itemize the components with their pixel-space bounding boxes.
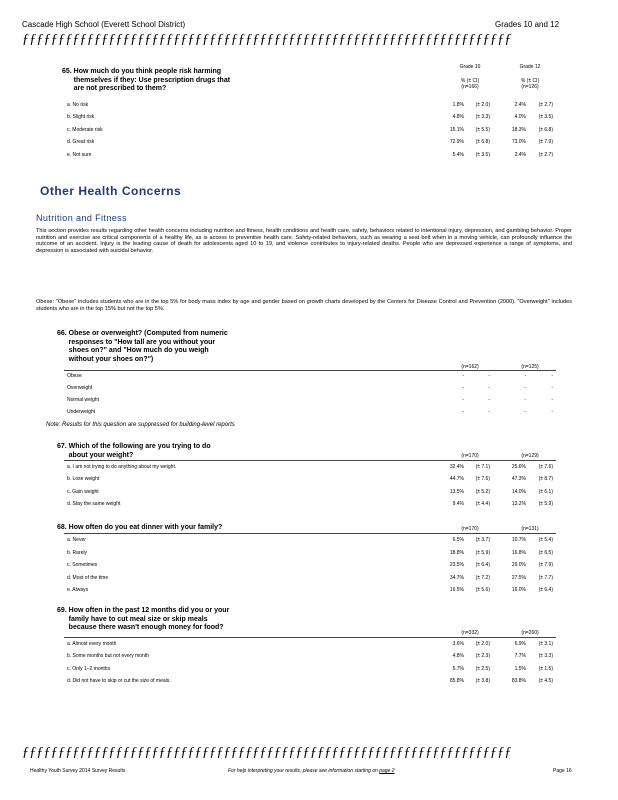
- q69-rule: [64, 637, 556, 638]
- q69-n1: (n=332): [461, 630, 479, 636]
- confidence-interval: (± 2.0): [475, 641, 490, 647]
- footer-help-text: For help interpreting your results, please see information starting on: [228, 768, 378, 774]
- response-label: b. Some months but not every month: [67, 653, 149, 660]
- confidence-interval: -: [488, 409, 490, 415]
- percent-value: 16.8%: [511, 549, 526, 556]
- percent-value: 4.8%: [452, 114, 464, 121]
- confidence-interval: (± 8.7): [538, 476, 553, 483]
- percent-value: 34.7%: [449, 574, 464, 581]
- q65-col1-header: [452, 64, 488, 90]
- percent-value: 13.5%: [449, 488, 464, 495]
- response-label: c. Gain weight: [67, 488, 99, 495]
- q68-n1: (n=170): [461, 526, 479, 532]
- header-decoration: ƒƒƒƒƒƒƒƒƒƒƒƒƒƒƒƒƒƒƒƒƒƒƒƒƒƒƒƒƒƒƒƒƒƒƒƒƒƒƒƒƒƒƒƒƒƒƒƒƒƒƒƒƒƒƒƒƒƒƒƒƒƒƒƒƒƒƒƒ: [22, 32, 512, 47]
- confidence-interval: (± 7.2): [475, 574, 490, 581]
- percent-value: 5.7%: [452, 665, 464, 672]
- confidence-interval: -: [551, 373, 553, 379]
- confidence-interval: (± 3.5): [538, 114, 553, 121]
- confidence-interval: (± 7.1): [475, 464, 490, 470]
- percent-value: 7.7%: [514, 653, 526, 660]
- col2-grade: Grade 12: [519, 64, 541, 70]
- obese-definition: Obese: "Obese" includes students who are in the top 5% for body mass index by age and gender based on growth charts developed by the Centers for Disease Control and Prevention (2000). "Overweight" includes students who are in the top 15% but not the top 5%.: [36, 299, 572, 312]
- col1-unit: % (± CI): [460, 78, 480, 84]
- percent-value: -: [524, 397, 526, 403]
- header-school: Cascade High School (Everett School District): [22, 20, 186, 29]
- q66-note: Note: Results for this question are suppressed for building-level reports: [46, 422, 235, 428]
- q67-n2: (n=129): [521, 453, 539, 459]
- confidence-interval: (± 1.5): [538, 665, 553, 672]
- section-title: Other Health Concerns: [40, 184, 182, 198]
- confidence-interval: (± 6.5): [538, 549, 553, 556]
- confidence-interval: (± 7.6): [538, 464, 553, 470]
- confidence-interval: (± 7.6): [475, 476, 490, 483]
- confidence-interval: (± 3.1): [538, 641, 553, 647]
- percent-value: 83.8%: [511, 678, 526, 685]
- confidence-interval: -: [488, 373, 490, 379]
- section-subtitle: Nutrition and Fitness: [36, 213, 127, 223]
- percent-value: -: [462, 397, 464, 403]
- confidence-interval: -: [488, 385, 490, 391]
- percent-value: 4.8%: [452, 653, 464, 660]
- col2-n: (n=126): [521, 84, 539, 90]
- q67-n1: (n=170): [461, 453, 479, 459]
- response-label: Normal weight: [67, 397, 99, 403]
- percent-value: 29.0%: [511, 562, 526, 569]
- confidence-interval: (± 5.2): [475, 488, 490, 495]
- percent-value: 27.5%: [511, 574, 526, 581]
- col1-n: (n=166): [461, 84, 479, 90]
- percent-value: -: [524, 385, 526, 391]
- percent-value: 85.8%: [449, 678, 464, 685]
- percent-value: 3.6%: [452, 641, 464, 647]
- confidence-interval: (± 2.7): [538, 102, 553, 108]
- response-label: a. I am not trying to do anything about my weight.: [67, 464, 177, 470]
- confidence-interval: (± 6.1): [538, 488, 553, 495]
- percent-value: -: [524, 409, 526, 415]
- col2-unit: % (± CI): [520, 78, 540, 84]
- confidence-interval: (± 7.9): [538, 562, 553, 569]
- confidence-interval: (± 2.5): [475, 665, 490, 672]
- percent-value: -: [462, 409, 464, 415]
- percent-value: 10.7%: [511, 537, 526, 543]
- confidence-interval: (± 5.9): [538, 501, 553, 508]
- q65-col2-header: [512, 64, 548, 90]
- confidence-interval: (± 5.6): [475, 587, 490, 594]
- section-paragraph: This section provides results regarding other health concerns including nutrition and fitness, health conditions and health care, safety, behaviors related to intentional injury, depression, and gambling behavior. Proper nutrition and exercise are critical components of a healthy life, as is access to preventive health care. Safety-related behaviors, such as wearing a seat belt when in a moving vehicle, can profoundly influence the outcome of an accident. Injury is the leading cause of death for adolescents aged 10 to 19, and violence contributes to injury-related deaths. People who are depressed experience a range of symptoms, and depression is associated with suicidal behavior.: [36, 228, 572, 254]
- q66-n2: (n=125): [521, 364, 539, 370]
- footer-page-link[interactable]: page 2: [379, 768, 395, 774]
- q67-rule: [64, 460, 556, 461]
- percent-value: -: [462, 373, 464, 379]
- response-label: Overweight: [67, 385, 93, 391]
- percent-value: 6.5%: [452, 537, 464, 543]
- q68-n2: (n=131): [521, 526, 539, 532]
- percent-value: 2.4%: [514, 151, 526, 158]
- percent-value: 16.0%: [511, 587, 526, 594]
- confidence-interval: (± 6.4): [475, 562, 490, 569]
- header-grades: Grades 10 and 12: [495, 20, 560, 29]
- q66-n1: (n=162): [461, 364, 479, 370]
- question-65-text: 65. How much do you think people risk harming themselves if they: Use prescription drugs that are not prescribed to them?: [62, 68, 231, 93]
- percent-value: 1.5%: [514, 665, 526, 672]
- confidence-interval: (± 2.0): [475, 102, 490, 108]
- percent-value: 44.7%: [449, 476, 464, 483]
- response-label: d. Did not have to skip or cut the size of meals.: [67, 678, 171, 685]
- percent-value: 4.0%: [514, 114, 526, 121]
- percent-value: 25.6%: [511, 464, 526, 470]
- confidence-interval: -: [551, 385, 553, 391]
- confidence-interval: (± 3.3): [538, 653, 553, 660]
- q68-rule: [64, 533, 556, 534]
- percent-value: -: [462, 385, 464, 391]
- percent-value: 73.0%: [511, 139, 526, 146]
- confidence-interval: -: [551, 409, 553, 415]
- percent-value: 72.9%: [449, 139, 464, 146]
- confidence-interval: -: [551, 397, 553, 403]
- confidence-interval: (± 2.7): [538, 151, 553, 158]
- response-label: d. Great risk: [67, 139, 95, 146]
- confidence-interval: (± 7.7): [538, 574, 553, 581]
- percent-value: 2.4%: [514, 102, 526, 108]
- percent-value: 5.4%: [452, 151, 464, 158]
- percent-value: 6.9%: [514, 641, 526, 647]
- col1-grade: Grade 10: [459, 64, 481, 70]
- confidence-interval: (± 6.8): [475, 139, 490, 146]
- confidence-interval: (± 2.3): [475, 653, 490, 660]
- percent-value: 18.3%: [511, 126, 526, 133]
- q66-rule: [64, 370, 556, 371]
- response-label: e. Not sure: [67, 151, 92, 158]
- question-66-text: 66. Obese or overweight? (Computed from numeric responses to "How tall are you without your shoes on?" and "How much do you weigh without your shoes on?"): [57, 330, 228, 363]
- response-label: a. No risk: [67, 102, 89, 108]
- confidence-interval: (± 5.9): [475, 549, 490, 556]
- response-label: e. Always: [67, 587, 89, 594]
- percent-value: 47.3%: [511, 476, 526, 483]
- response-label: c. Only 1–2 months: [67, 665, 111, 672]
- percent-value: 23.5%: [449, 562, 464, 569]
- response-label: d. Most of the time: [67, 574, 109, 581]
- response-label: c. Moderate risk: [67, 126, 103, 133]
- confidence-interval: (± 4.5): [538, 678, 553, 685]
- percent-value: 14.0%: [511, 488, 526, 495]
- question-68-text: 68. How often do you eat dinner with your family?: [57, 524, 223, 531]
- confidence-interval: (± 3.7): [475, 537, 490, 543]
- confidence-interval: -: [488, 397, 490, 403]
- response-label: Underweight: [67, 409, 96, 415]
- response-label: d. Stay the same weight: [67, 501, 121, 508]
- confidence-interval: (± 6.8): [538, 126, 553, 133]
- q69-n2: (n=260): [521, 630, 539, 636]
- response-label: a. Never: [67, 537, 86, 543]
- footer-page-number: Page 16: [553, 768, 572, 774]
- response-label: a. Almost every month: [67, 641, 117, 647]
- confidence-interval: (± 5.5): [475, 126, 490, 133]
- percent-value: -: [524, 373, 526, 379]
- footer-decoration: ƒƒƒƒƒƒƒƒƒƒƒƒƒƒƒƒƒƒƒƒƒƒƒƒƒƒƒƒƒƒƒƒƒƒƒƒƒƒƒƒƒƒƒƒƒƒƒƒƒƒƒƒƒƒƒƒƒƒƒƒƒƒƒƒƒƒƒƒ: [22, 745, 512, 760]
- percent-value: 18.8%: [449, 549, 464, 556]
- confidence-interval: (± 3.3): [475, 114, 490, 121]
- percent-value: 1.8%: [452, 102, 464, 108]
- percent-value: 13.2%: [511, 501, 526, 508]
- response-label: b. Lose weight: [67, 476, 100, 483]
- percent-value: 15.1%: [449, 126, 464, 133]
- confidence-interval: (± 6.4): [538, 587, 553, 594]
- response-label: Obese: [67, 373, 82, 379]
- response-label: c. Sometimes: [67, 562, 98, 569]
- footer-help: [228, 768, 395, 774]
- confidence-interval: (± 3.8): [475, 678, 490, 685]
- confidence-interval: (± 7.9): [538, 139, 553, 146]
- percent-value: 9.4%: [452, 501, 464, 508]
- footer-survey-name: Healthy Youth Survey 2014 Survey Results: [30, 768, 126, 774]
- question-67-text: 67. Which of the following are you trying to do about your weight?: [57, 443, 211, 459]
- percent-value: 16.5%: [449, 587, 464, 594]
- percent-value: 32.4%: [449, 464, 464, 470]
- response-label: b. Rarely: [67, 549, 88, 556]
- confidence-interval: (± 5.4): [538, 537, 553, 543]
- response-label: b. Slight risk: [67, 114, 95, 121]
- confidence-interval: (± 3.5): [475, 151, 490, 158]
- confidence-interval: (± 4.4): [475, 501, 490, 508]
- question-69-text: 69. How often in the past 12 months did you or your family have to cut meal size or skip meals because there wasn't enough money for food?: [57, 607, 230, 632]
